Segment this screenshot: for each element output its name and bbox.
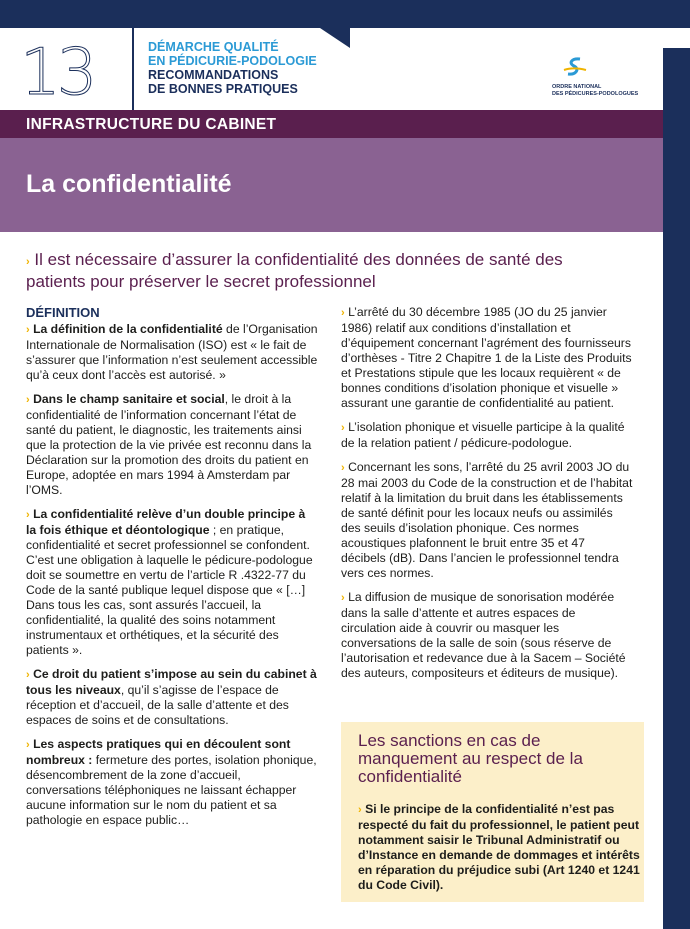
ordre-logo-icon <box>562 56 588 80</box>
arrow-bullet-icon: › <box>26 509 30 521</box>
paragraph: › Ce droit du patient s’impose au sein du cabinet à tous les niveaux, qu’il s’agisse de l’espace de réception et d’accueil, de la salle d’attente et des espaces de soins et de consultations. <box>26 667 317 727</box>
logo-text: ORDRE NATIONAL DES PÉDICURES-PODOLOGUES <box>552 84 639 97</box>
title-bar <box>0 138 663 232</box>
right-edge-bar <box>663 48 690 929</box>
ordre-logo <box>552 56 662 100</box>
sanction-title: Les sanctions en cas de manquement au respect de la confidentialité <box>358 731 583 786</box>
paragraph: › La définition de la confidentialité de l’Organisation Internationale de Normalisation (ISO) est « le fait de s’assurer que l’information n’est seulement accessible qu’à ceux dont l’accès est autorisé. » <box>26 322 318 382</box>
definition-heading: DÉFINITION <box>26 305 100 320</box>
header-text <box>148 40 317 96</box>
arrow-bullet-icon: › <box>341 422 345 434</box>
paragraph: › Les aspects pratiques qui en découlent sont nombreux : fermeture des portes, isolation phonique, désencombrement de la zone d’accueil, conversations téléphoniques ne laissant échapper aucune information sur le nom du patient et sa pathologie en espace public… <box>26 737 317 827</box>
arrow-bullet-icon: › <box>26 739 30 751</box>
section-bar <box>0 110 663 138</box>
paragraph: › Dans le champ sanitaire et social, le droit à la confidentialité de l’information concernant l’état de santé du patient, le diagnostic, les traitements ainsi que la protection de la vie privée est reconnu dans la Déclaration sur la promotion des droits du patient en Europe, adoptée en mars 1994 à Amsterdam par l’OMS. <box>26 392 312 497</box>
section-title: INFRASTRUCTURE DU CABINET <box>26 116 277 133</box>
lead-text: › Il est nécessaire d’assurer la confidentialité des données de santé des patients pour préserver le secret professionnel <box>26 250 563 291</box>
arrow-bullet-icon: › <box>341 307 345 319</box>
arrow-bullet-icon: › <box>26 394 30 406</box>
column-left <box>26 305 318 837</box>
paragraph: › L’isolation phonique et visuelle participe à la qualité de la relation patient / pédicure-podologue. <box>341 420 625 450</box>
paragraph: › La diffusion de musique de sonorisation modérée dans la salle d’attente et autres espaces de circulation aide à couvrir ou masquer les conversations de la salle de soin (sous réserve de l’autorisation et redevance due à la Sacem – Société des auteurs, compositeurs et éditeurs de musique). <box>341 590 626 680</box>
header-line-1: DÉMARCHE QUALITÉ <box>148 40 279 54</box>
arrow-bullet-icon: › <box>341 462 345 474</box>
column-right <box>341 305 633 690</box>
arrow-bullet-icon: › <box>26 256 30 268</box>
header-notch <box>320 28 350 48</box>
paragraph: › Concernant les sons, l’arrêté du 25 avril 2003 JO du 28 mai 2003 du Code de la construction et de l’habitat relatif à la limitation du bruit dans les établissements de santé définit pour les locaux neufs ou assimilés des seuils d’isolation phonique. Ces normes acoustiques plafonnent le bruit entre 35 et 47 décibels (dB). Dans l’ancien le professionnel tendra vers ces normes. <box>341 460 633 580</box>
page-title: La confidentialité <box>26 170 232 198</box>
sanction-text: › Si le principe de la confidentialité n’est pas respecté du fait du professionnel, le patient peut notamment saisir le Tribunal Administratif ou d’Instance en demande de dommages et intérêts en réparation du préjudice subi (Art 1240 et 1241 du Code Civil). <box>358 802 640 892</box>
arrow-bullet-icon: › <box>358 804 362 816</box>
header-line-2: EN PÉDICURIE-PODOLOGIE <box>148 54 317 68</box>
arrow-bullet-icon: › <box>26 324 30 336</box>
arrow-bullet-icon: › <box>341 592 345 604</box>
header-divider <box>132 28 134 110</box>
paragraph: › La confidentialité relève d’un double principe à la fois éthique et déontologique ; en pratique, confidentialité et secret professionnel se confondent. C’est une obligation à laquelle le pédicure-podologue doit se soumettre en vertu de l’article R .4322-77 du Code de la santé publique lequel dispose que « […] Dans tous les cas, sont assurés l’accueil, la confidentialité, la qualité des soins notamment instrumentaux et orthétiques, et la sécurité des patients ». <box>26 507 313 657</box>
header-line-4: DE BONNES PRATIQUES <box>148 82 298 96</box>
sanction-box <box>341 722 644 902</box>
paragraph: › L’arrêté du 30 décembre 1985 (JO du 25 janvier 1986) relatif aux conditions d’installation et d’équipement concernant l’agrément des fournisseurs d’orthèses - Titre 2 Chapitre 1 de la Liste des Produits et Prestations stipule que les locaux requièrent « de bonnes conditions d’isolation phonique et visuelle » assurant une garantie de confidentialité au patient. <box>341 305 632 410</box>
page-number: 13 <box>20 36 94 110</box>
arrow-bullet-icon: › <box>26 669 30 681</box>
header-line-3: RECOMMANDATIONS <box>148 68 279 82</box>
